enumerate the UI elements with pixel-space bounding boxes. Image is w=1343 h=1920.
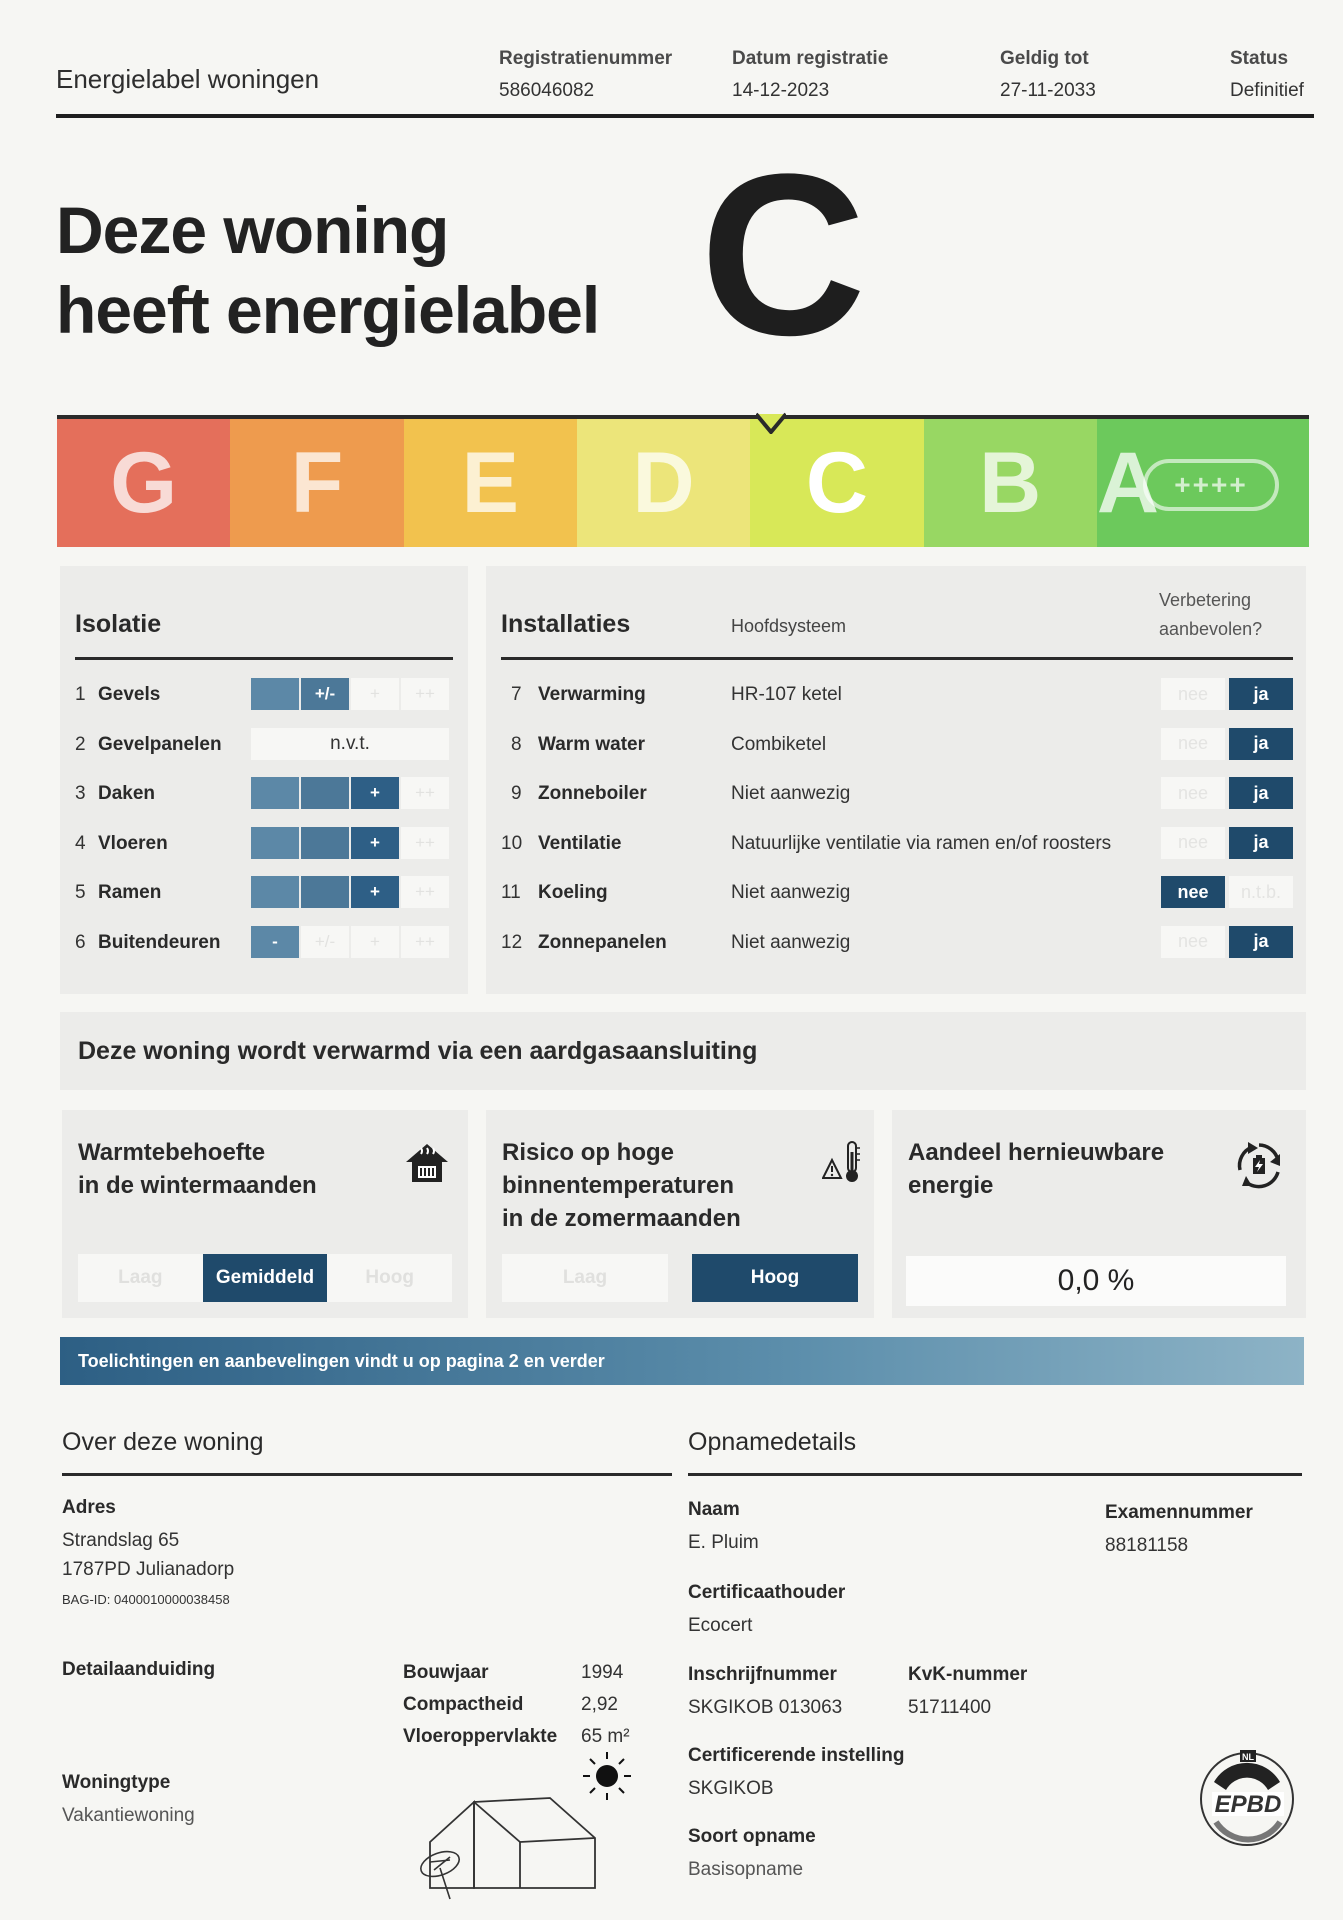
rating-box: + <box>351 777 399 809</box>
hero-energy-label: C <box>700 126 867 383</box>
epbd-logo-icon <box>1192 1742 1302 1852</box>
woning-divider <box>62 1473 672 1476</box>
row-number: 12 <box>501 931 523 953</box>
row-hoofdsysteem: Natuurlijke ventilatie via ramen en/of roosters <box>731 832 1112 854</box>
scale-segment-d <box>577 419 750 547</box>
header-label: Geldig tot <box>1000 48 1089 69</box>
verbetering-option-ja: ja <box>1229 926 1293 958</box>
row-name: Ventilatie <box>538 832 622 854</box>
bag-id: BAG-ID: 0400010000038458 <box>62 1592 230 1607</box>
hero-title <box>56 190 599 350</box>
soort-opname-label: Soort opname <box>688 1826 816 1847</box>
verbetering-option-nee: nee <box>1161 876 1225 908</box>
toelichting-banner: Toelichtingen en aanbevelingen vindt u op pagina 2 en verder <box>60 1337 1304 1385</box>
risico-title <box>502 1136 741 1235</box>
scale-segment-e <box>404 419 577 547</box>
installatie-row <box>501 827 1296 859</box>
verbetering-option-ja: ja <box>1229 678 1293 710</box>
logo-badge: NL <box>1242 1752 1254 1762</box>
rating-box <box>301 876 349 908</box>
rating-box: ++ <box>401 678 449 710</box>
rating-box <box>301 827 349 859</box>
meter-option-gemiddeld: Gemiddeld <box>203 1254 328 1302</box>
row-number: 1 <box>75 684 86 705</box>
isolatie-rating <box>251 827 449 859</box>
rating-box: + <box>351 827 399 859</box>
header-registratienummer <box>499 48 672 102</box>
installaties-title: Installaties <box>501 610 631 638</box>
verbetering-toggle <box>1161 728 1293 760</box>
verbetering-toggle <box>1161 926 1293 958</box>
meter-option-laag: Laag <box>118 1267 163 1288</box>
examennummer-label: Examennummer <box>1105 1502 1253 1523</box>
warmte-line1: Warmtebehoefte <box>78 1139 266 1166</box>
rating-box <box>251 876 299 908</box>
scale-letter: D <box>632 434 695 531</box>
row-number: 2 <box>75 733 86 755</box>
row-name: Daken <box>98 783 156 804</box>
opname-divider <box>688 1473 1302 1476</box>
certificaathouder-label: Certificaathouder <box>688 1582 846 1603</box>
row-name: Buitendeuren <box>98 931 221 953</box>
scale-letter: F <box>290 434 344 531</box>
isolatie-row <box>75 926 455 958</box>
row-name: Vloeren <box>98 832 168 854</box>
hernieuwbaar-line2: energie <box>908 1172 994 1199</box>
isolatie-title: Isolatie <box>75 610 162 638</box>
tree-icon <box>417 1847 462 1899</box>
row-name: Verwarming <box>538 684 646 705</box>
header-value: 586046082 <box>499 80 595 101</box>
vloeroppervlakte-label: Vloeroppervlakte <box>403 1726 558 1747</box>
risico-line2: binnentemperaturen <box>502 1172 735 1199</box>
rating-box <box>251 827 299 859</box>
certificaathouder-value: Ecocert <box>688 1615 753 1636</box>
row-name: Ramen <box>98 882 162 903</box>
rating-box: +/- <box>301 926 349 958</box>
installatie-row <box>501 926 1296 958</box>
row-number: 11 <box>501 882 521 903</box>
verbetering-option-ja: ja <box>1229 777 1293 809</box>
header-datum-registratie <box>732 48 888 102</box>
detailaanduiding-label: Detailaanduiding <box>62 1659 216 1680</box>
installatie-row <box>501 678 1296 710</box>
scale-segment-c <box>750 419 923 547</box>
house-heating-icon <box>404 1140 450 1186</box>
isolatie-rating <box>251 926 449 958</box>
header-label: Status <box>1230 48 1289 69</box>
rating-box <box>301 777 349 809</box>
header-geldig-tot <box>1000 48 1096 102</box>
isolatie-row <box>75 678 455 710</box>
header-value: 14-12-2023 <box>732 80 830 101</box>
isolatie-row <box>75 728 455 760</box>
installatie-row <box>501 876 1296 908</box>
row-name: Zonneboiler <box>538 783 647 804</box>
naam-value: E. Pluim <box>688 1532 759 1553</box>
rating-box: ++ <box>401 777 449 809</box>
scale-a-plus-pill: ++++ <box>1143 459 1279 511</box>
adres-line2: 1787PD Julianadorp <box>62 1559 235 1580</box>
rating-box: + <box>351 926 399 958</box>
risico-line3: in de zomermaanden <box>502 1205 741 1232</box>
row-number: 6 <box>75 931 86 953</box>
bouwjaar-label: Bouwjaar <box>403 1662 489 1683</box>
installaties-divider <box>501 657 1293 660</box>
logo-text: EPBD <box>1214 1791 1282 1818</box>
row-nvt: n.v.t. <box>251 728 449 760</box>
verbetering-option-nee: nee <box>1161 728 1225 760</box>
isolatie-divider <box>75 657 453 660</box>
header-value: 27-11-2033 <box>1000 80 1096 101</box>
row-name: Koeling <box>538 882 608 903</box>
risico-line1: Risico op hoge <box>502 1139 675 1166</box>
meter-option-hoog: Hoog <box>692 1254 858 1302</box>
header-status <box>1230 48 1304 102</box>
row-number: 4 <box>75 832 86 854</box>
opname-section-title: Opnamedetails <box>688 1428 857 1456</box>
house-illustration <box>410 1742 650 1902</box>
header-value: Definitief <box>1230 80 1304 101</box>
row-number: 3 <box>75 783 86 804</box>
scale-pointer-icon <box>756 410 786 434</box>
rating-box: ++ <box>401 827 449 859</box>
row-hoofdsysteem: Niet aanwezig <box>731 783 851 804</box>
rating-box <box>251 678 299 710</box>
verbetering-line2: aanbevolen? <box>1159 619 1263 639</box>
hernieuwbaar-title <box>908 1136 1164 1202</box>
scale-segment-b <box>924 419 1097 547</box>
inschrijfnummer-value: SKGIKOB 013063 <box>688 1697 843 1718</box>
scale-letter: G <box>110 434 178 531</box>
isolatie-panel <box>60 566 468 994</box>
isolatie-row <box>75 827 455 859</box>
row-hoofdsysteem: HR-107 ketel <box>731 684 842 705</box>
renewable-energy-icon <box>1234 1140 1284 1190</box>
hernieuwbaar-line1: Aandeel hernieuwbare <box>908 1139 1165 1166</box>
verbetering-toggle <box>1161 876 1293 908</box>
verbetering-option-nee: nee <box>1161 827 1225 859</box>
verbetering-option-nee: nee <box>1161 678 1225 710</box>
rating-box: +/- <box>301 678 349 710</box>
hernieuwbaar-value: 0,0 % <box>906 1256 1286 1306</box>
verbetering-option-nee: nee <box>1161 926 1225 958</box>
isolatie-row <box>75 777 455 809</box>
vloeroppervlakte-value: 65 m² <box>581 1726 630 1747</box>
scale-letter: B <box>979 434 1042 531</box>
verwarming-banner: Deze woning wordt verwarmd via een aardgasaansluiting <box>60 1012 1306 1090</box>
hero-line1: Deze woning <box>56 193 449 267</box>
row-hoofdsysteem: Niet aanwezig <box>731 882 851 903</box>
row-name: Gevels <box>98 684 161 705</box>
verbetering-option-ja: ja <box>1229 728 1293 760</box>
compactheid-value: 2,92 <box>581 1694 618 1715</box>
isolatie-rating <box>251 777 449 809</box>
kvk-label: KvK-nummer <box>908 1664 1028 1685</box>
hero-line2: heeft energielabel <box>56 273 600 347</box>
rating-box <box>251 777 299 809</box>
rating-box: ++ <box>401 876 449 908</box>
warmte-line2: in de wintermaanden <box>78 1172 317 1199</box>
risico-panel <box>486 1110 874 1318</box>
rating-box: + <box>351 876 399 908</box>
verbetering-option-ja: n.t.b. <box>1229 876 1293 908</box>
woning-section-title: Over deze woning <box>62 1428 264 1456</box>
sun-icon <box>583 1752 631 1800</box>
bouwjaar-value: 1994 <box>581 1662 624 1683</box>
row-hoofdsysteem: Combiketel <box>731 733 827 755</box>
verbetering-line1: Verbetering <box>1159 590 1252 610</box>
instelling-label: Certificerende instelling <box>688 1745 905 1766</box>
inschrijfnummer-label: Inschrijfnummer <box>688 1664 837 1685</box>
isolatie-row <box>75 876 455 908</box>
warmtebehoefte-meter <box>78 1254 452 1302</box>
row-number: 7 <box>511 684 522 705</box>
woningtype-value: Vakantiewoning <box>62 1805 195 1826</box>
adres-line1: Strandslag 65 <box>62 1530 180 1551</box>
scale-letter: C <box>805 434 868 531</box>
verbetering-option-ja: ja <box>1229 827 1293 859</box>
header-divider <box>56 114 1314 118</box>
rating-box: + <box>351 678 399 710</box>
verbetering-toggle <box>1161 678 1293 710</box>
header-label: Datum registratie <box>732 48 889 69</box>
kvk-value: 51711400 <box>908 1697 992 1718</box>
instelling-value: SKGIKOB <box>688 1778 774 1799</box>
row-number: 9 <box>511 783 522 804</box>
warmtebehoefte-title <box>78 1136 317 1202</box>
header-label: Registratienummer <box>499 48 673 69</box>
scale-segment-f <box>230 419 403 547</box>
soort-opname-value: Basisopname <box>688 1859 804 1880</box>
verbetering-toggle <box>1161 827 1293 859</box>
installatie-row <box>501 728 1296 760</box>
verbetering-toggle <box>1161 777 1293 809</box>
isolatie-rating <box>251 876 449 908</box>
examennummer-value: 88181158 <box>1105 1535 1189 1556</box>
scale-segment-g <box>57 419 230 547</box>
rating-box: ++ <box>401 926 449 958</box>
installaties-verbetering-header <box>1159 586 1262 644</box>
row-number: 5 <box>75 882 86 903</box>
installaties-hoofdsysteem-header: Hoofdsysteem <box>731 616 847 636</box>
thermometer-warning-icon <box>822 1138 862 1186</box>
meter-option-laag: Laag <box>502 1254 668 1302</box>
woningtype-label: Woningtype <box>62 1772 171 1793</box>
row-name: Gevelpanelen <box>98 733 222 755</box>
installatie-row <box>501 777 1296 809</box>
row-name: Zonnepanelen <box>538 931 667 953</box>
scale-letter: A <box>1096 434 1159 531</box>
row-number: 10 <box>501 832 523 854</box>
energy-label-scale <box>57 415 1309 547</box>
row-hoofdsysteem: Niet aanwezig <box>731 931 851 953</box>
warmtebehoefte-panel <box>62 1110 468 1318</box>
row-number: 8 <box>511 733 522 755</box>
scale-segment-a <box>1097 419 1309 547</box>
installaties-panel <box>486 566 1306 994</box>
row-name: Warm water <box>538 733 645 755</box>
risico-meter <box>502 1254 858 1302</box>
adres-label: Adres <box>62 1497 116 1518</box>
meter-option-hoog: Hoog <box>365 1267 414 1288</box>
document-title: Energielabel woningen <box>56 64 320 94</box>
naam-label: Naam <box>688 1499 740 1520</box>
isolatie-rating <box>251 678 449 710</box>
compactheid-label: Compactheid <box>403 1694 524 1715</box>
verbetering-option-nee: nee <box>1161 777 1225 809</box>
rating-box: - <box>251 926 299 958</box>
scale-letter: E <box>461 434 519 531</box>
hernieuwbaar-panel <box>892 1110 1306 1318</box>
house-outline-icon <box>430 1798 595 1888</box>
